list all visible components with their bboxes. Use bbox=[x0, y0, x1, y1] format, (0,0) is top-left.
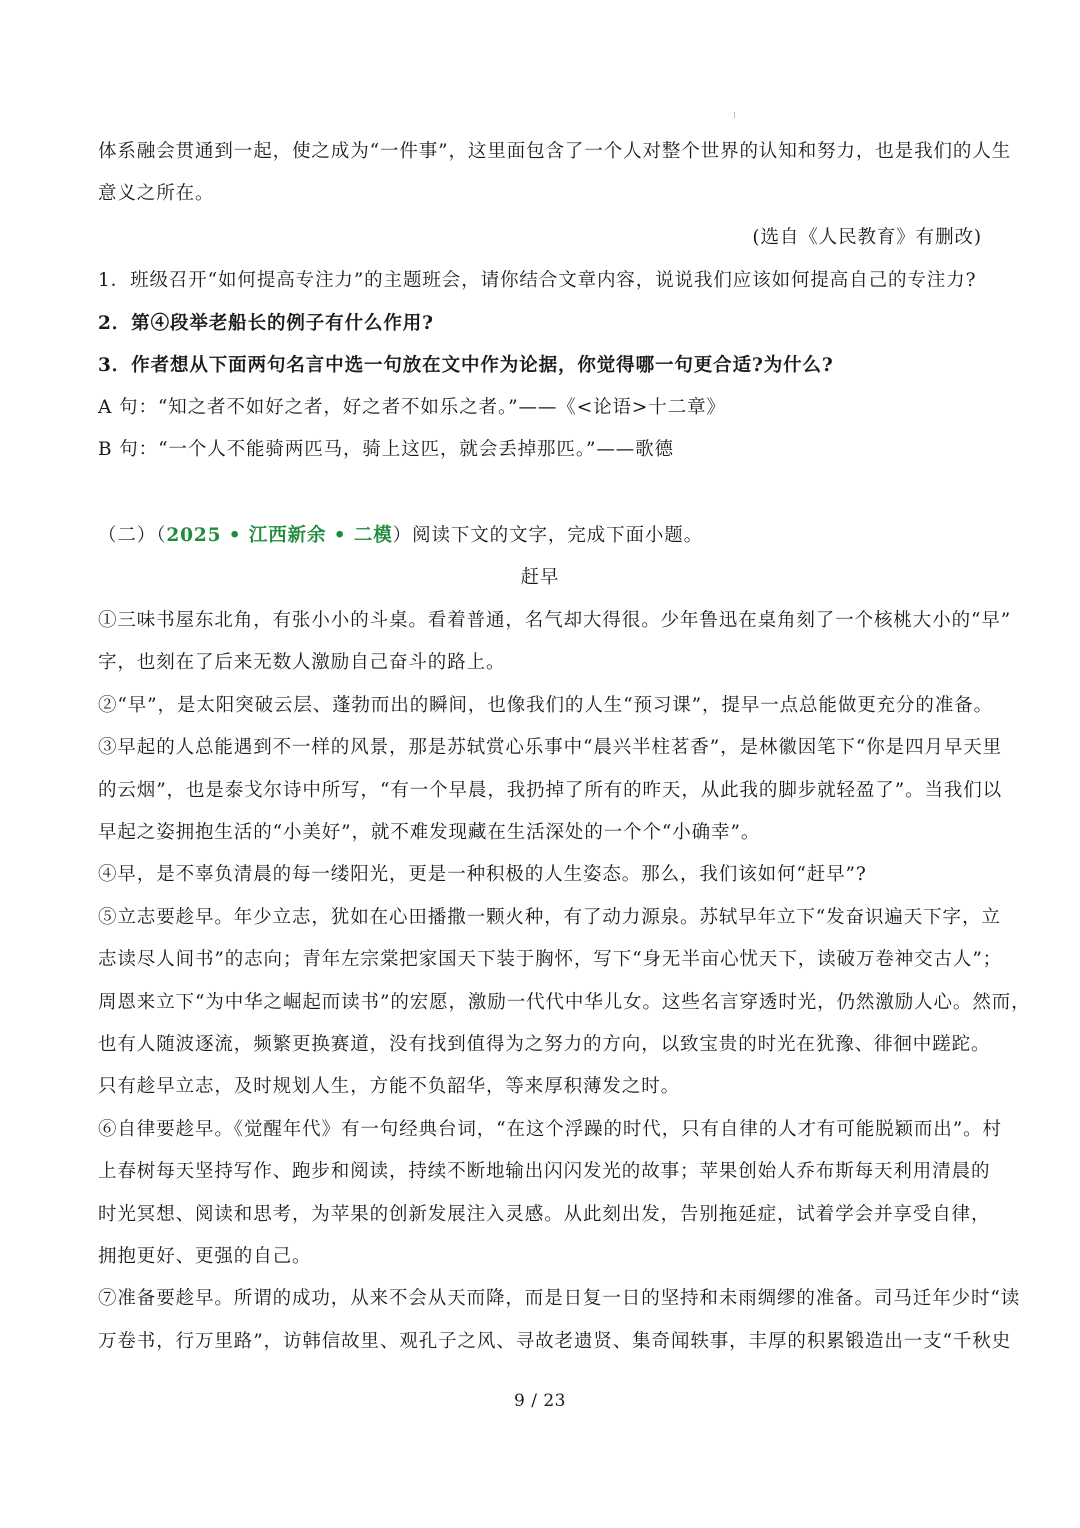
passage-line: 志读尽人间书”的志向；青年左宗棠把家国天下装于胸怀，写下“身无半亩心忧天下，读破万卷神交古人”； bbox=[98, 949, 1003, 971]
question-1: 1．班级召开“如何提高专注力”的主题班会，请你结合文章内容，说说我们应该如何提高自己的专注力? bbox=[98, 270, 977, 291]
exam-source-tag: 2025 • 江西新余 • 二模 bbox=[166, 525, 393, 546]
passage-line: 的云烟”，也是泰戈尔诗中所写，“有一个早晨，我扔掉了所有的昨天，从此我的脚步就轻盈了”。当我们以 bbox=[98, 779, 1003, 801]
passage-line: ⑦准备要趁早。所谓的成功，从来不会从天而降，而是日复一日的坚持和未雨绸缪的准备。司马迁年少时“读 bbox=[98, 1288, 1021, 1310]
passage-line: 早起之姿拥抱生活的“小美好”，就不难发现藏在生活深处的一个个“小确幸”。 bbox=[98, 822, 761, 843]
question-3: 3．作者想从下面两句名言中选一句放在文中作为论据，你觉得哪一句更合适?为什么? bbox=[98, 355, 834, 376]
passage-line: 也有人随波逐流，频繁更换赛道，没有找到值得为之努力的方向，以致宝贵的时光在犹豫、徘徊中蹉跎。 bbox=[98, 1034, 991, 1055]
passage-line: 字，也刻在了后来无数人激励自己奋斗的路上。 bbox=[98, 652, 506, 674]
passage-line: ②“早”，是太阳突破云层、蓬勃而出的瞬间，也像我们的人生“预习课”，提早一点总能做更充分的准备。 bbox=[98, 694, 994, 716]
passage-line: ⑤立志要趁早。年少立志，犹如在心田播撒一颗火种，有了动力源泉。苏轼早年立下“发奋识遍天下字，立 bbox=[98, 906, 1001, 928]
continuation-line-1: 体系融会贯通到一起，使之成为“一件事”，这里面包含了一个人对整个世界的认知和努力，也是我们的人生 bbox=[98, 141, 1012, 162]
passage-line: 时光冥想、阅读和思考，为苹果的创新发展注入灵感。从此刻出发，告别拖延症，试着学会并享受自律， bbox=[98, 1203, 991, 1225]
option-b: B 句：“一个人不能骑两匹马，骑上这匹，就会丢掉那匹。”——歌德 bbox=[98, 439, 674, 460]
passage-line: 只有趁早立志，及时规划人生，方能不负韶华，等来厚积薄发之时。 bbox=[98, 1076, 681, 1098]
source-citation: (选自《人民教育》有删改) bbox=[752, 227, 982, 248]
continuation-line-2: 意义之所在。 bbox=[98, 183, 215, 204]
scan-mark bbox=[734, 112, 735, 118]
passage-line: ③早起的人总能遇到不一样的风景，那是苏轼赏心乐事中“晨兴半柱茗香”，是林徽因笔下“你是四月早天里 bbox=[98, 737, 1003, 759]
passage-line: ⑥自律要趁早。《觉醒年代》有一句经典台词，“在这个浮躁的时代，只有自律的人才有可能脱颖而出”。村 bbox=[98, 1118, 1002, 1140]
option-a: A 句：“知之者不如好之者，好之者不如乐之者。”——《<论语>十二章》 bbox=[98, 397, 726, 418]
section-suffix: ）阅读下文的文字，完成下面小题。 bbox=[392, 525, 704, 546]
page-number: 9 / 23 bbox=[514, 1391, 566, 1411]
passage-line: 上春树每天坚持写作、跑步和阅读，持续不断地输出闪闪发光的故事；苹果创始人乔布斯每天利用清晨的 bbox=[98, 1161, 991, 1183]
passage-line: ④早，是不辜负清晨的每一缕阳光，更是一种积极的人生姿态。那么，我们该如何“赶早”? bbox=[98, 864, 867, 886]
passage-line: ①三味书屋东北角，有张小小的斗桌。看着普通，名气却大得很。少年鲁迅在桌角刻了一个核桃大小的“早” bbox=[98, 610, 1012, 631]
passage-line: 拥抱更好、更强的自己。 bbox=[98, 1246, 312, 1267]
passage-line: 周恩来立下“为中华之崛起而读书”的宏愿，激励一代代中华儿女。这些名言穿透时光，仍然激励人心。然而， bbox=[98, 991, 1031, 1013]
passage-title: 赶早 bbox=[520, 567, 560, 588]
section-prefix: （二）（ bbox=[98, 525, 167, 546]
question-2: 2．第④段举老船长的例子有什么作用? bbox=[98, 313, 434, 334]
section-heading bbox=[98, 523, 982, 549]
passage-line: 万卷书，行万里路”，访韩信故里、观孔子之风、寻故老遗贤、集奇闻轶事，丰厚的积累锻造出一支“千秋史 bbox=[98, 1330, 1012, 1352]
